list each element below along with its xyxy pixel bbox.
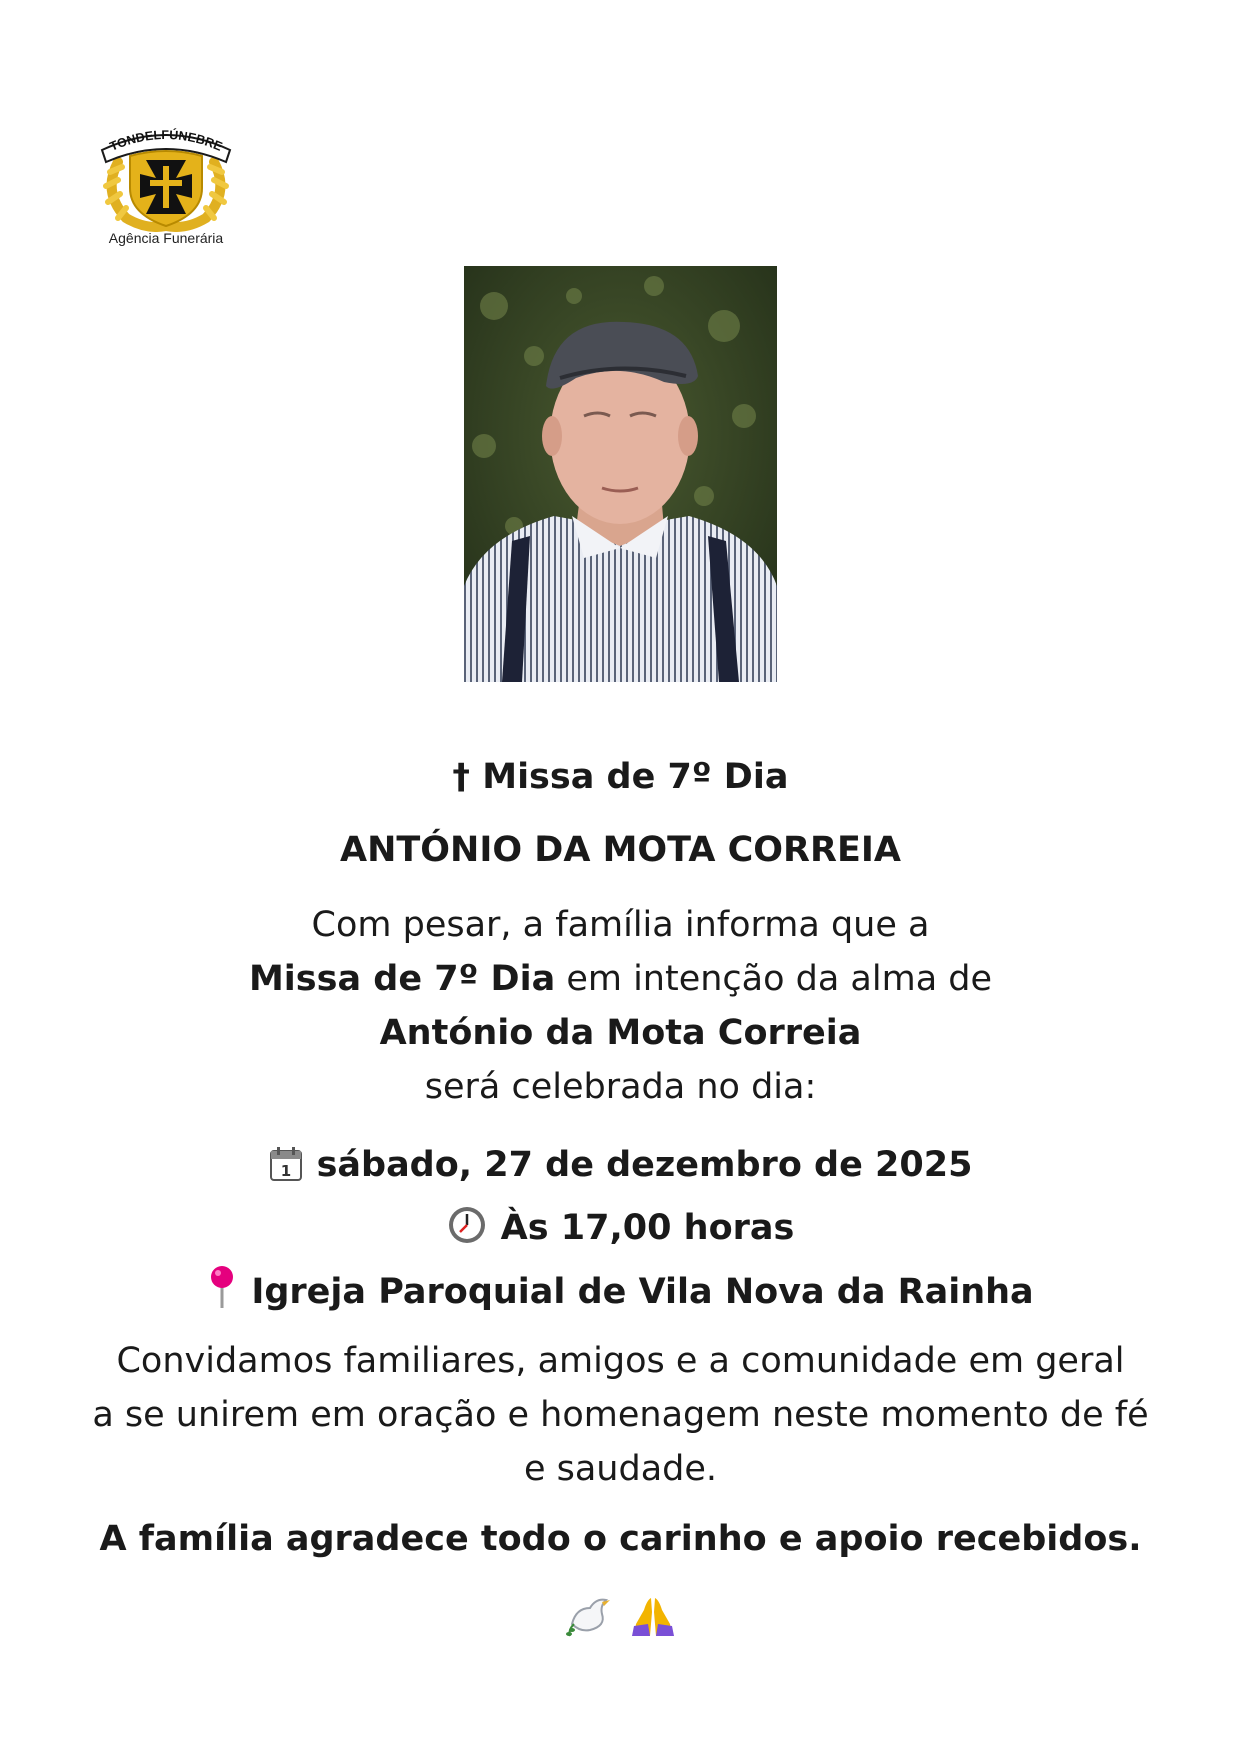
- svg-text:TONDELFÚNEBRE: [108, 127, 225, 154]
- mass-date: [0, 1145, 1241, 1191]
- mass-place-text: Igreja Paroquial de Vila Nova da Rainha: [251, 1272, 1034, 1312]
- clock-icon: [447, 1205, 487, 1254]
- intro-line-2-bold: Missa de 7º Dia: [248, 959, 556, 999]
- intro-line-4: será celebrada no dia:: [424, 1067, 817, 1107]
- invite-line-2: a se unirem em oração e homenagem neste momento de fé: [92, 1395, 1149, 1435]
- closing-emojis: [0, 1594, 1241, 1642]
- praying-hands-icon: [630, 1594, 676, 1642]
- logo-brand-arc: [96, 122, 236, 162]
- intro-line-2-rest: em intenção da alma de: [555, 959, 993, 999]
- intro-paragraph: [0, 898, 1241, 1114]
- funeral-agency-logo: [96, 122, 236, 252]
- mass-time: [0, 1205, 1241, 1254]
- dove-icon: [566, 1594, 614, 1642]
- notice-title-text: Missa de 7º Dia: [482, 757, 789, 797]
- portrait-photo: [464, 266, 777, 682]
- notice-title: [0, 757, 1241, 797]
- intro-line-3: António da Mota Correia: [379, 1013, 862, 1053]
- mass-date-text: sábado, 27 de dezembro de 2025: [316, 1145, 973, 1185]
- logo-caption: Agência Funerária: [108, 230, 224, 246]
- invite-line-1: Convidamos familiares, amigos e a comunidade em geral: [116, 1341, 1125, 1381]
- invitation-paragraph: [0, 1334, 1241, 1496]
- intro-line-2: [0, 952, 1241, 1006]
- mass-place: [0, 1265, 1241, 1318]
- pin-icon: [207, 1265, 237, 1318]
- svg-text:1: 1: [280, 1162, 291, 1180]
- mass-time-text: Às 17,00 horas: [500, 1208, 795, 1248]
- deceased-name: ANTÓNIO DA MOTA CORREIA: [340, 830, 901, 870]
- invite-line-3: e saudade.: [523, 1449, 718, 1489]
- logo-brand-text: TONDELFÚNEBRE: [107, 127, 225, 154]
- calendar-icon: [269, 1146, 303, 1191]
- thanks-message: A família agradece todo o carinho e apoio recebidos.: [99, 1519, 1142, 1559]
- cross-symbol: †: [452, 757, 471, 797]
- intro-line-1: Com pesar, a família informa que a: [311, 905, 930, 945]
